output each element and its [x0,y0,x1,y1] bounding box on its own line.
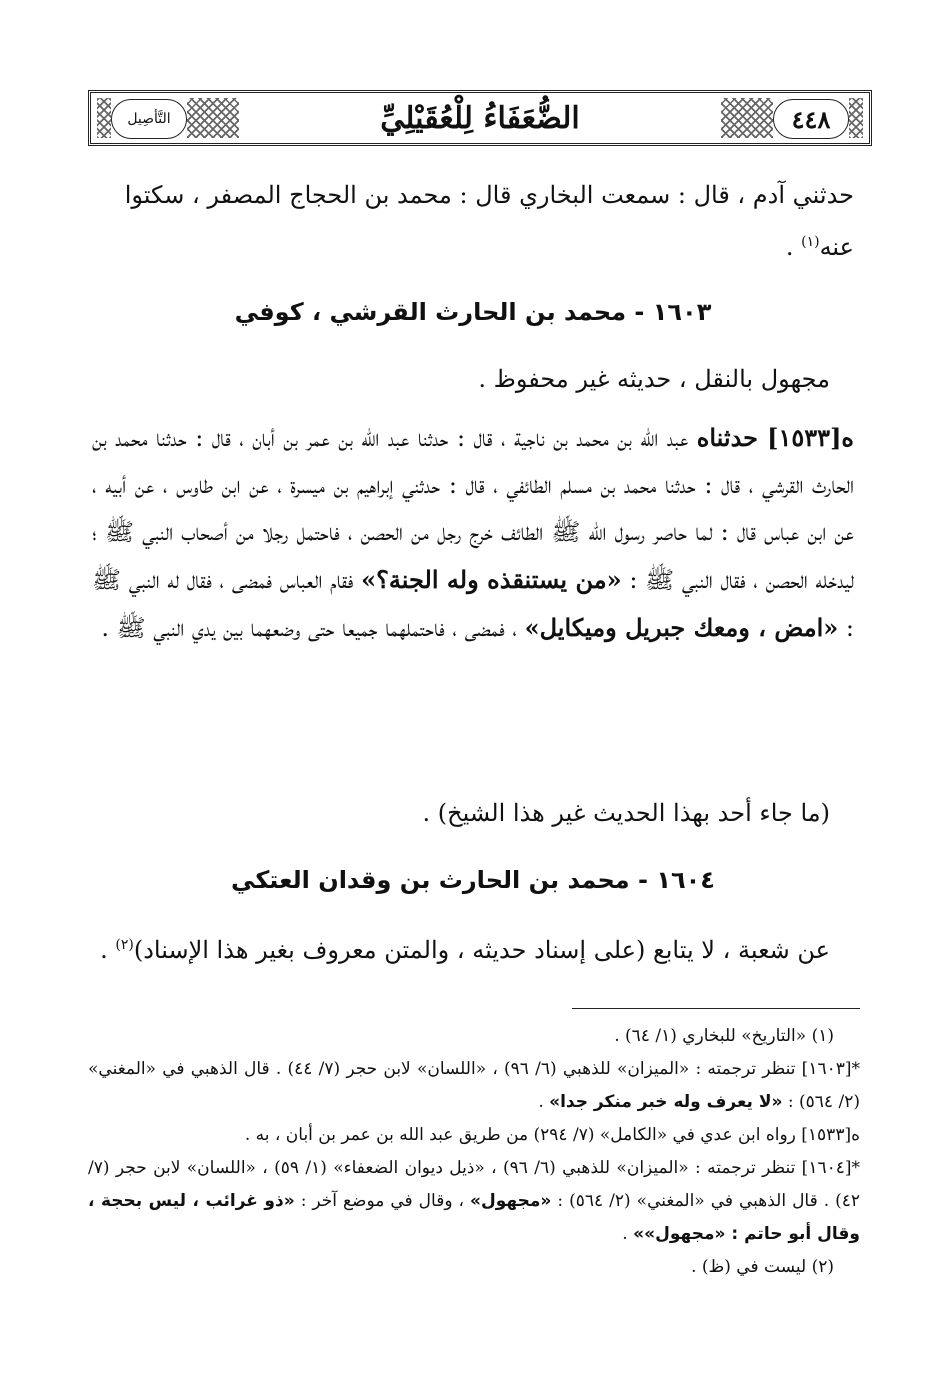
footnote-1604-text: *[١٦٠٤] تنظر ترجمته : «الميزان» للذهبي (٦/ ٩٦) ، «ذيل ديوان الضعفاء» (١/ ٥٩) ، «اللسان» لابن حجر (٧/ ٤٢) . قال الذهبي في «المغني» (٢/ ٥٦٤) : [88,1158,861,1211]
publisher-mark: التَّأصِيل [111,99,187,139]
hadith-1533 [92,414,854,652]
entry-desc-1604-end: . [100,936,116,964]
hadith-text-1: عبد الله بن محمد بن ناجية ، قال : حدثنا عبد الله بن عمر بن أبان ، قال : حدثنا محمد بن الحارث القرشي ، قال : حدثنا محمد بن مسلم الطائفي ، قال : حدثني إبراهيم بن ميسرة ، عن ابن طاوس ، عن أبيه ، عن ابن عباس قال : لما حاصر رسول الله ﷺ الطائف خرج رجل من الحصن ، فاحتمل رجلا من أصحاب النبي ﷺ ؛ ليدخله الحصن ، فقال النبي ﷺ : [92,424,854,594]
footnote-separator [572,1008,860,1009]
ornament-left-outer [97,98,111,138]
footnote-1603 [88,1053,860,1119]
entry-desc-1603: مجهول بالنقل ، حديثه غير محفوظ . [478,365,830,393]
ornament-right-outer [849,98,863,138]
hadith-lead: ه[١٥٣٣] حدثناه [696,423,854,452]
footnote-1604-end: . [622,1224,634,1244]
entry-desc-1604-text: عن شعبة ، لا يتابع (على إسناد حديثه ، والمتن معروف بغير هذا الإسناد) [133,936,830,964]
page-number: ٤٤٨ [773,99,849,139]
footnote-2: (٢) ليست في (ظ) . [691,1257,834,1277]
entry-heading-1603: ١٦٠٣ - محمد بن الحارث القرشي ، كوفي [234,298,712,326]
footnote-1604-text-2: ، وقال في موضع آخر : [300,1191,465,1211]
hadith-text-3: ، فمضى ، فاحتملهما جميعا حتى وضعهما بين يدي النبي ﷺ . [101,614,517,642]
hadith-text-2: فقام العباس فمضى ، فقال له النبي ﷺ : [92,566,854,642]
book-title: الضُّعَفَاءُ لِلْعُقَيْلِيِّ [380,100,580,136]
continuation-end: . [785,233,802,261]
running-header [88,90,872,146]
continuation-line-2: عنه [819,233,854,261]
footnote-1603-end: . [538,1092,550,1112]
hadith-quote-1: «من يستنقذه وله الجنة؟» [361,565,622,594]
ornament-right [721,98,773,138]
footnote-1603-quote: «لا يعرف وله خبر منكر جدا» [549,1092,783,1112]
footnote-ref-1[interactable]: (١) [801,234,820,250]
hadith-quote-2: «امض ، ومعك جبريل وميكايل» [524,613,839,642]
footnote-1604 [88,1152,860,1251]
continuation-line-1: حدثني آدم ، قال : سمعت البخاري قال : محمد بن الحجاج المصفر ، سكتوا [124,181,854,209]
entry-heading-1604: ١٦٠٤ - محمد بن الحارث بن وقدان العتكي [231,866,715,894]
ornament-left [187,98,239,138]
footnotes [88,1020,860,1284]
footnote-ref-2[interactable]: (٢) [115,937,134,953]
footnote-1533: ه[١٥٣٣] رواه ابن عدي في «الكامل» (٧/ ٢٩٤) من طريق عبد الله بن عمر بن أبان ، به . [244,1125,860,1145]
footnote-1604-quote-2: «ذو غرائب ، ليس بحجة ، وقال أبو حاتم : «مجهول»» [88,1191,860,1244]
footnote-1604-quote-1: «مجهول» [470,1191,552,1211]
continuation-paragraph [92,172,854,271]
entry-desc-1604 [92,922,830,974]
entry-note-1603: (ما جاء أحد بهذا الحديث غير هذا الشيخ) . [422,799,830,827]
footnote-1: (١) «التاريخ» للبخاري (١/ ٦٤) . [614,1026,834,1046]
footnote-1603-text: *[١٦٠٣] تنظر ترجمته : «الميزان» للذهبي (٦/ ٩٦) ، «اللسان» لابن حجر (٧/ ٤٤) . قال الذهبي في «المغني» (٢/ ٥٦٤) : [88,1059,860,1112]
